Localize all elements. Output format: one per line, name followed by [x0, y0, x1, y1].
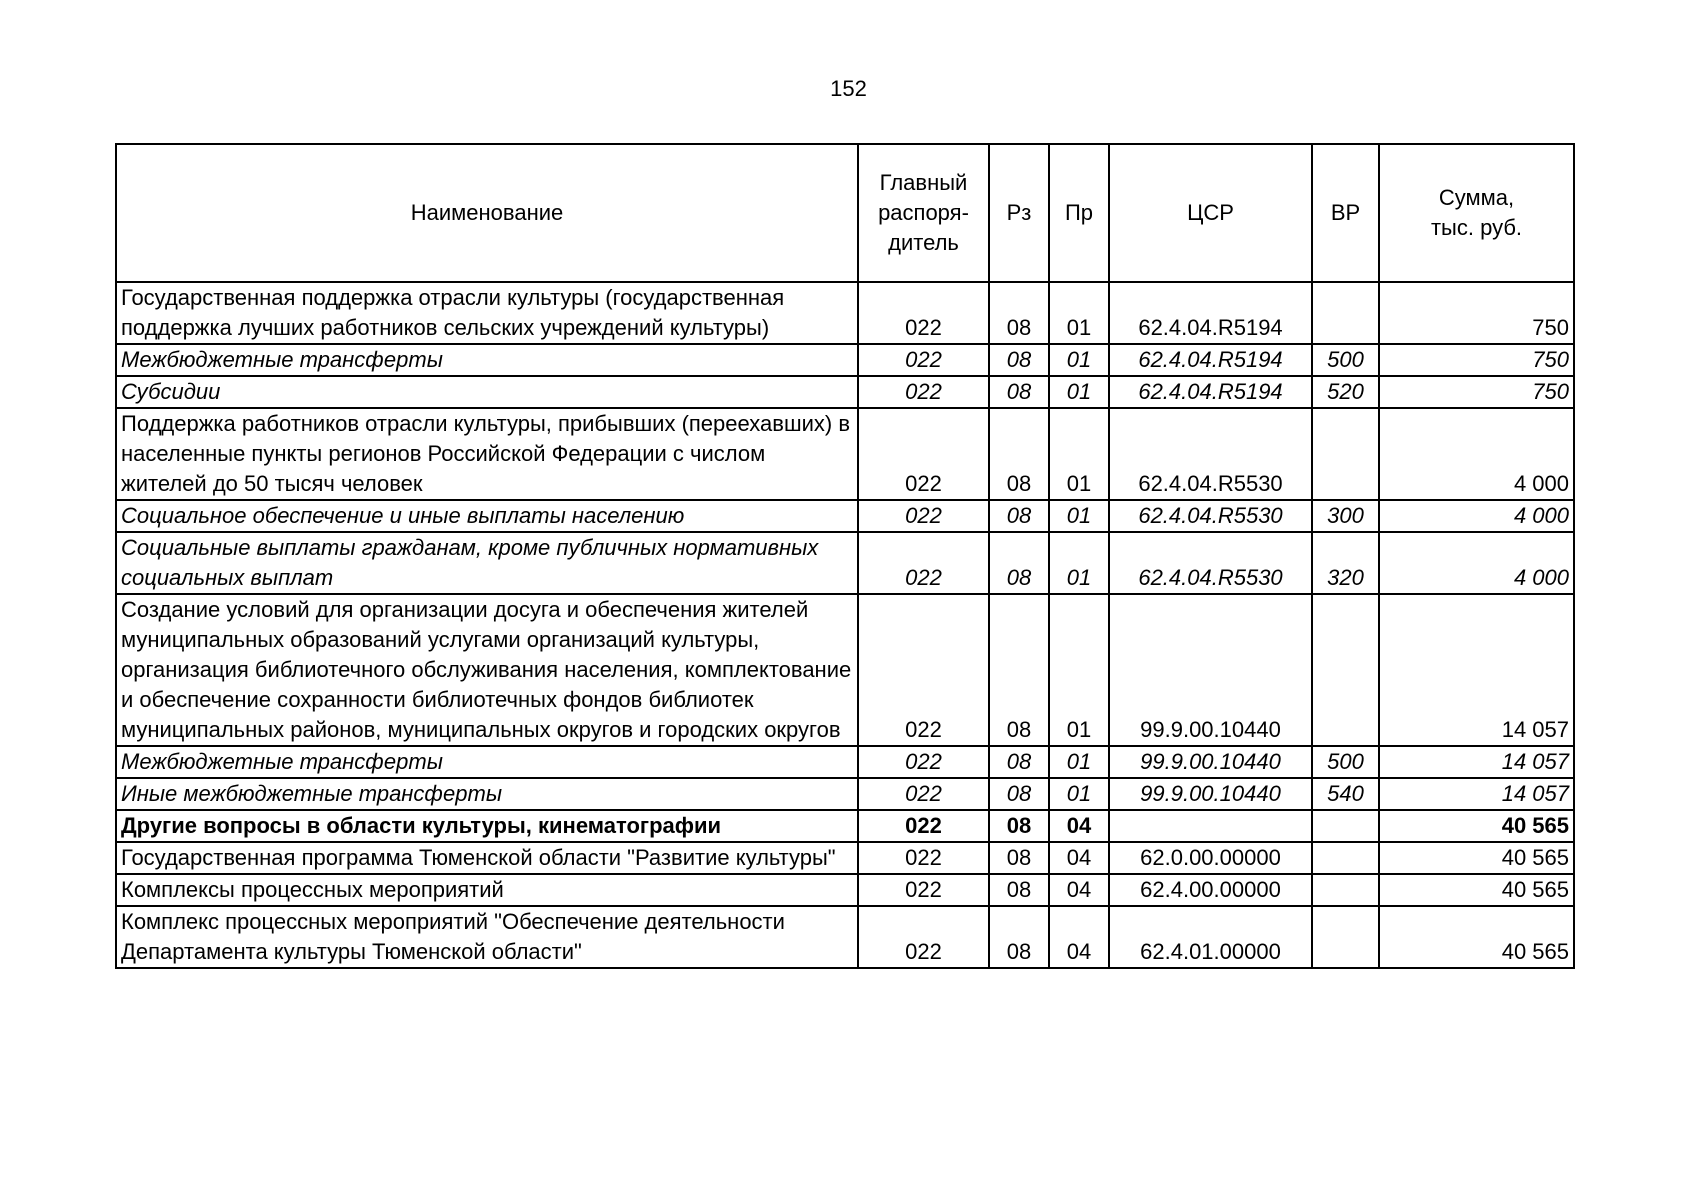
- cell-main-manager: 022: [858, 408, 989, 500]
- table-row: [116, 906, 1574, 968]
- cell-csr: 99.9.00.10440: [1109, 594, 1312, 746]
- cell-csr: 62.4.01.00000: [1109, 906, 1312, 968]
- cell-vr: [1312, 282, 1379, 344]
- cell-sum: 4 000: [1379, 532, 1574, 594]
- cell-pr: 04: [1049, 906, 1109, 968]
- header-name: Наименование: [116, 144, 858, 282]
- cell-main-manager: 022: [858, 810, 989, 842]
- cell-rz: 08: [989, 376, 1049, 408]
- cell-rz: 08: [989, 906, 1049, 968]
- cell-pr: 04: [1049, 874, 1109, 906]
- cell-rz: 08: [989, 532, 1049, 594]
- cell-sum: 40 565: [1379, 810, 1574, 842]
- cell-sum: 750: [1379, 344, 1574, 376]
- cell-csr: 62.4.04.R5530: [1109, 532, 1312, 594]
- cell-sum: 750: [1379, 282, 1574, 344]
- cell-main-manager: 022: [858, 594, 989, 746]
- cell-vr: [1312, 906, 1379, 968]
- cell-name: Поддержка работников отрасли культуры, прибывших (переехавших) в населенные пункты регионов Российской Федерации с числом жителей до 50 тысяч человек: [116, 408, 858, 500]
- cell-main-manager: 022: [858, 778, 989, 810]
- cell-main-manager: 022: [858, 344, 989, 376]
- cell-name: Комплекс процессных мероприятий "Обеспечение деятельности Департамента культуры Тюменской области": [116, 906, 858, 968]
- cell-vr: [1312, 408, 1379, 500]
- cell-rz: 08: [989, 874, 1049, 906]
- table-row: [116, 344, 1574, 376]
- cell-main-manager: 022: [858, 874, 989, 906]
- table-row: [116, 842, 1574, 874]
- cell-csr: 99.9.00.10440: [1109, 746, 1312, 778]
- header-main-manager: Главный распоря- дитель: [858, 144, 989, 282]
- table-row: [116, 810, 1574, 842]
- cell-pr: 01: [1049, 746, 1109, 778]
- cell-csr: 62.4.04.R5194: [1109, 376, 1312, 408]
- cell-vr: [1312, 594, 1379, 746]
- cell-rz: 08: [989, 842, 1049, 874]
- cell-csr: 62.4.04.R5194: [1109, 344, 1312, 376]
- cell-name: Иные межбюджетные трансферты: [116, 778, 858, 810]
- cell-sum: 40 565: [1379, 874, 1574, 906]
- cell-csr: 62.4.04.R5530: [1109, 408, 1312, 500]
- cell-pr: 01: [1049, 376, 1109, 408]
- cell-name: Субсидии: [116, 376, 858, 408]
- cell-main-manager: 022: [858, 500, 989, 532]
- cell-rz: 08: [989, 594, 1049, 746]
- cell-rz: 08: [989, 282, 1049, 344]
- cell-csr: [1109, 810, 1312, 842]
- table-row: [116, 746, 1574, 778]
- cell-main-manager: 022: [858, 282, 989, 344]
- cell-name: Комплексы процессных мероприятий: [116, 874, 858, 906]
- cell-vr: [1312, 842, 1379, 874]
- cell-pr: 01: [1049, 282, 1109, 344]
- cell-vr: [1312, 810, 1379, 842]
- cell-pr: 01: [1049, 408, 1109, 500]
- cell-main-manager: 022: [858, 842, 989, 874]
- cell-csr: 62.4.04.R5530: [1109, 500, 1312, 532]
- cell-main-manager: 022: [858, 532, 989, 594]
- cell-sum: 40 565: [1379, 906, 1574, 968]
- header-sum: Сумма, тыс. руб.: [1379, 144, 1574, 282]
- cell-csr: 62.4.04.R5194: [1109, 282, 1312, 344]
- cell-pr: 01: [1049, 594, 1109, 746]
- cell-rz: 08: [989, 408, 1049, 500]
- header-pr: Пр: [1049, 144, 1109, 282]
- cell-sum: 750: [1379, 376, 1574, 408]
- cell-name: Государственная поддержка отрасли культуры (государственная поддержка лучших работников сельских учреждений культуры): [116, 282, 858, 344]
- header-vr: ВР: [1312, 144, 1379, 282]
- cell-pr: 01: [1049, 344, 1109, 376]
- cell-sum: 4 000: [1379, 408, 1574, 500]
- header-csr: ЦСР: [1109, 144, 1312, 282]
- table-row: [116, 408, 1574, 500]
- table-row: [116, 500, 1574, 532]
- table-row: [116, 282, 1574, 344]
- cell-vr: 500: [1312, 344, 1379, 376]
- cell-pr: 01: [1049, 778, 1109, 810]
- table-row: [116, 594, 1574, 746]
- cell-csr: 62.4.00.00000: [1109, 874, 1312, 906]
- cell-name: Другие вопросы в области культуры, кинематографии: [116, 810, 858, 842]
- cell-vr: 300: [1312, 500, 1379, 532]
- cell-name: Создание условий для организации досуга и обеспечения жителей муниципальных образований услугами организаций культуры, организация библиотечного обслуживания населения, комплектование и обеспечение сохранности библиотечных фондов библиотек муниципальных районов, муниципальных округов и городских округов: [116, 594, 858, 746]
- table-row: [116, 376, 1574, 408]
- table-row: [116, 532, 1574, 594]
- cell-name: Социальные выплаты гражданам, кроме публичных нормативных социальных выплат: [116, 532, 858, 594]
- cell-vr: 540: [1312, 778, 1379, 810]
- cell-vr: 320: [1312, 532, 1379, 594]
- cell-pr: 04: [1049, 810, 1109, 842]
- cell-main-manager: 022: [858, 906, 989, 968]
- table-row: [116, 874, 1574, 906]
- cell-csr: 62.0.00.00000: [1109, 842, 1312, 874]
- page-number: 152: [830, 76, 867, 101]
- cell-vr: 500: [1312, 746, 1379, 778]
- cell-rz: 08: [989, 500, 1049, 532]
- cell-pr: 01: [1049, 500, 1109, 532]
- cell-sum: 14 057: [1379, 778, 1574, 810]
- cell-name: Межбюджетные трансферты: [116, 344, 858, 376]
- table-row: [116, 778, 1574, 810]
- cell-vr: 520: [1312, 376, 1379, 408]
- cell-rz: 08: [989, 778, 1049, 810]
- cell-rz: 08: [989, 344, 1049, 376]
- cell-pr: 01: [1049, 532, 1109, 594]
- cell-name: Межбюджетные трансферты: [116, 746, 858, 778]
- budget-table: [115, 143, 1575, 969]
- table-body: [116, 282, 1574, 968]
- cell-sum: 4 000: [1379, 500, 1574, 532]
- cell-main-manager: 022: [858, 376, 989, 408]
- cell-sum: 14 057: [1379, 746, 1574, 778]
- cell-pr: 04: [1049, 842, 1109, 874]
- header-rz: Рз: [989, 144, 1049, 282]
- cell-csr: 99.9.00.10440: [1109, 778, 1312, 810]
- cell-vr: [1312, 874, 1379, 906]
- cell-name: Социальное обеспечение и иные выплаты населению: [116, 500, 858, 532]
- cell-main-manager: 022: [858, 746, 989, 778]
- cell-sum: 40 565: [1379, 842, 1574, 874]
- table-header-row: [116, 144, 1574, 282]
- cell-name: Государственная программа Тюменской области "Развитие культуры": [116, 842, 858, 874]
- cell-rz: 08: [989, 810, 1049, 842]
- cell-sum: 14 057: [1379, 594, 1574, 746]
- cell-rz: 08: [989, 746, 1049, 778]
